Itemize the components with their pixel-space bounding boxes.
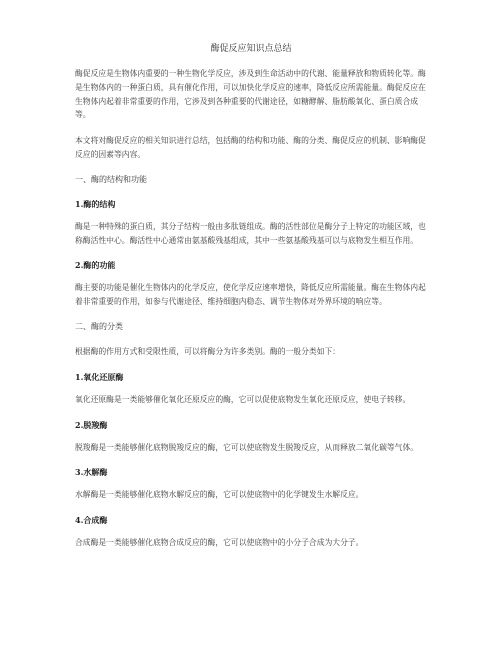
paragraph-decarboxylase: 脱羧酶是一类能够催化底物脱羧反应的酶，它可以使底物发生脱羧反应，从而释放二氧化碳等气体。 (75, 442, 419, 452)
subheading-synthase: 4.合成酶 (75, 515, 108, 526)
paragraph-enzyme-structure: 酶是一种特殊的蛋白质，其分子结构一般由多肽链组成。酶的活性部位是酶分子上特定的功能区域，也称酶活性中心。酶活性中心通常由氨基酸残基组成，其中一些氨基酸残基可以与底物发生相互作用。 (75, 221, 426, 245)
intro-paragraph-2: 本文将对酶促反应的相关知识进行总结，包括酶的结构和功能、酶的分类、酶促反应的机制、影响酶促反应的因素等内容。 (75, 136, 426, 159)
paragraph-classification-intro: 根据酶的作用方式和受限性质，可以将酶分为许多类别。酶的一般分类如下： (75, 346, 341, 356)
paragraph-oxidoreductase: 氧化还原酶是一类能够催化氧化还原反应的酶，它可以促使底物发生氧化还原反应，使电子转移。 (75, 394, 411, 404)
paragraph-synthase: 合成酶是一类能够催化底物合成反应的酶，它可以使底物中的小分子合成为大分子。 (75, 538, 364, 548)
subheading-decarboxylase: 2.脱羧酶 (75, 419, 108, 430)
subheading-oxidoreductase: 1.氧化还原酶 (75, 371, 124, 382)
intro-paragraph-1: 酶促反应是生物体内重要的一种生物化学反应，涉及到生命活动中的代谢、能量释放和物质转化等。酶是生物体内的一种蛋白质，具有催化作用，可以加快化学反应的速率，降低反应所需能量。酶促反应在生物体内起着非常重要的作用，它涉及到各种重要的代谢途径，如糖酵解、脂肪酸氧化、蛋白质合成等。 (75, 69, 426, 120)
paragraph-hydrolase: 水解酶是一类能够催化底物水解反应的酶，它可以使底物中的化学键发生水解反应。 (75, 490, 364, 500)
subheading-hydrolase: 3.水解酶 (75, 467, 108, 478)
section-heading-classification: 二、酶的分类 (75, 321, 123, 331)
section-heading-structure-function: 一、酶的结构和功能 (75, 174, 147, 184)
subheading-enzyme-function: 2.酶的功能 (75, 260, 116, 271)
document-title: 酶促反应知识点总结 (210, 44, 292, 54)
document-body (75, 67, 427, 562)
paragraph-enzyme-function: 酶主要的功能是催化生物体内的化学反应，使化学反应速率增快，降低反应所需能量。酶在生物体内起着非常重要的作用，如参与代谢途径、维持细胞内稳态、调节生物体对外界环境的响应等。 (75, 283, 426, 307)
subheading-enzyme-structure: 1.酶的结构 (75, 198, 116, 209)
